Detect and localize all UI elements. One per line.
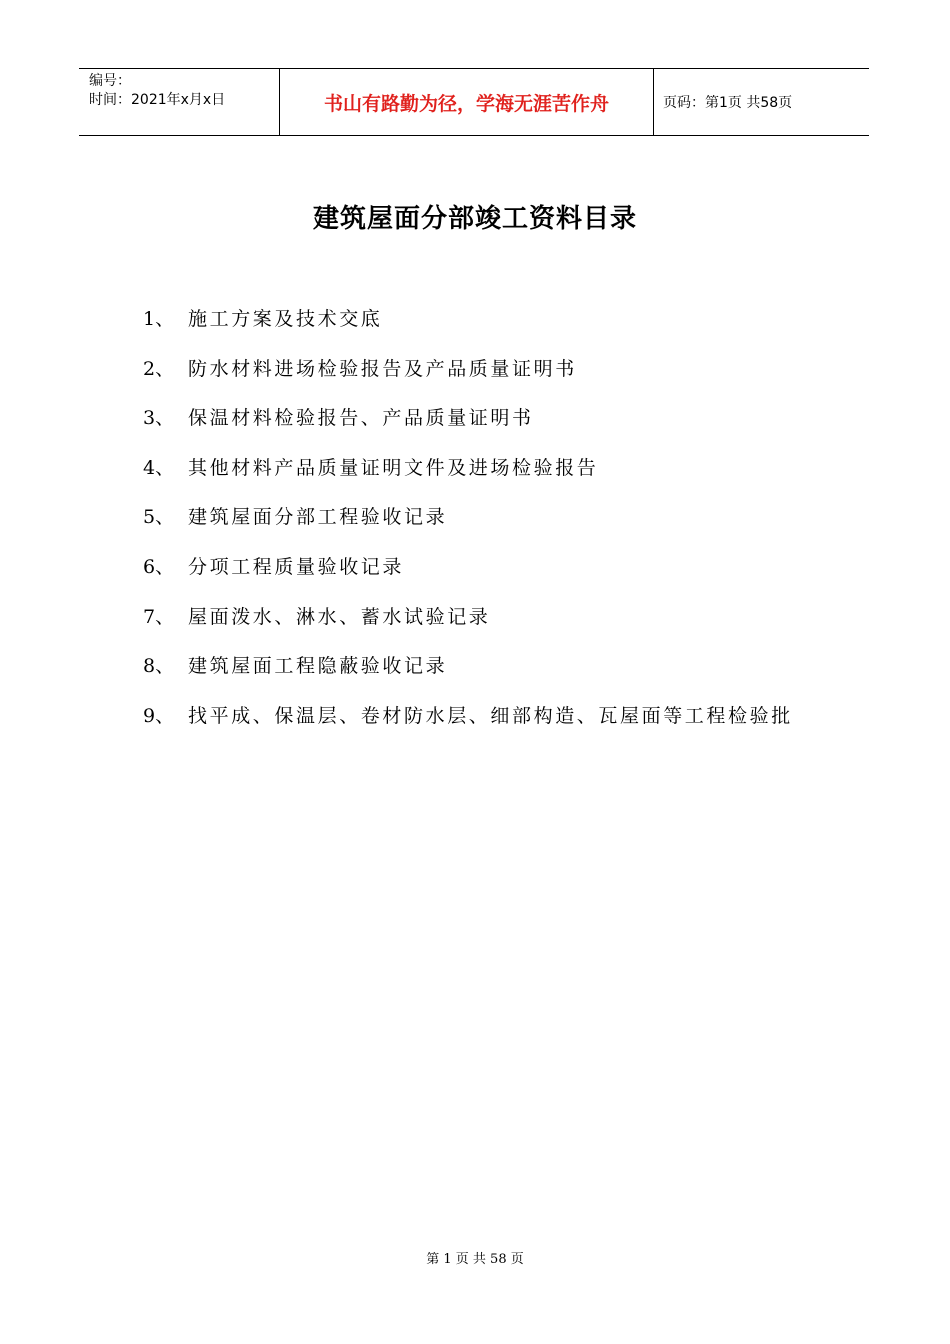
- serial-label: 编号：: [89, 73, 131, 89]
- toc-item-number: 6、: [143, 555, 175, 578]
- toc-item-number: 3、: [143, 407, 175, 430]
- toc-item-number: 1、: [143, 308, 175, 330]
- toc-item: [143, 501, 793, 551]
- toc-item-text: 其他材料产品质量证明文件及进场检验报告: [188, 456, 599, 479]
- toc-item: [143, 551, 793, 601]
- toc-item-number: 5、: [143, 506, 175, 529]
- toc-item-text: 施工方案及技术交底: [188, 308, 383, 330]
- header-page-info: 页码：第1页 共58页: [663, 95, 793, 111]
- header-motto-cell: [280, 69, 654, 135]
- document-title: 建筑屋面分部竣工资料目录: [312, 204, 637, 234]
- header-meta-cell: [79, 69, 280, 135]
- toc-item-text: 保温材料检验报告、产品质量证明书: [188, 407, 534, 430]
- toc-item-text: 防水材料进场检验报告及产品质量证明书: [188, 357, 577, 380]
- toc-item-text: 建筑屋面工程隐蔽验收记录: [188, 655, 448, 678]
- toc-item: [143, 303, 793, 353]
- toc-item: [143, 700, 793, 750]
- toc-item: [143, 353, 793, 403]
- toc-item-number: 9、: [143, 704, 175, 727]
- header-motto: 书山有路勤为径，学海无涯苦作舟: [323, 92, 609, 115]
- toc-item-text: 建筑屋面分部工程验收记录: [188, 506, 448, 529]
- toc-item-text: 分项工程质量验收记录: [188, 555, 405, 578]
- toc-item-text: 找平成、保温层、卷材防水层、细部构造、瓦屋面等工程检验批: [188, 704, 793, 727]
- toc-item: [143, 452, 793, 502]
- page-header: [79, 68, 869, 136]
- toc-item: [143, 650, 793, 700]
- page-footer: 第 1 页 共 58 页: [426, 1252, 524, 1267]
- toc-item-number: 8、: [143, 655, 175, 678]
- time-label: 时间：2021年x月x日: [89, 92, 226, 108]
- toc-item: [143, 601, 793, 651]
- toc-item-text: 屋面泼水、淋水、蓄水试验记录: [188, 605, 491, 628]
- toc-item-number: 2、: [143, 357, 175, 380]
- toc-item-number: 7、: [143, 605, 175, 628]
- toc-list: [143, 303, 793, 749]
- toc-item-number: 4、: [143, 456, 175, 479]
- header-page-cell: [654, 69, 869, 135]
- toc-item: [143, 402, 793, 452]
